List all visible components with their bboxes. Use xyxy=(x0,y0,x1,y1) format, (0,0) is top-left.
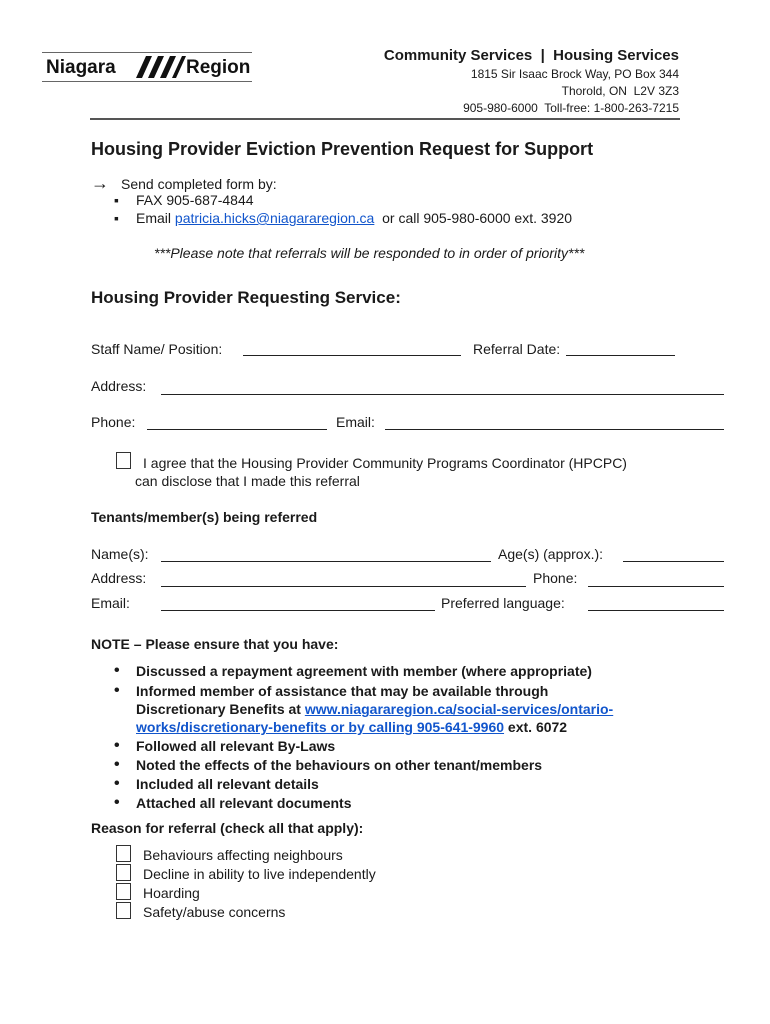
consent-checkbox[interactable] xyxy=(116,452,131,469)
note-item-documents xyxy=(136,795,352,811)
office-phone: 905-980-6000 Toll-free: 1-800-263-7215 xyxy=(463,101,679,115)
reason-checkbox-behaviours[interactable] xyxy=(116,845,131,862)
provider-phone-label: Phone: xyxy=(91,414,136,430)
provider-address-field[interactable] xyxy=(161,394,724,395)
tenant-phone-label: Phone: xyxy=(533,570,578,586)
provider-heading: Housing Provider Requesting Service: xyxy=(91,288,401,307)
note-item-details xyxy=(136,776,319,792)
reason-checkbox-decline[interactable] xyxy=(116,864,131,881)
send-instructions xyxy=(91,173,277,194)
department-heading: Community Services | Housing Services xyxy=(383,47,679,64)
tenant-address-label: Address: xyxy=(91,570,147,586)
staff-name-field[interactable] xyxy=(243,355,461,356)
tenant-names-field[interactable] xyxy=(161,561,491,562)
provider-phone-field[interactable] xyxy=(147,429,327,430)
reason-heading: Reason for referral (check all that apply): xyxy=(91,820,364,836)
referral-date-label: Referral Date: xyxy=(473,341,561,357)
note-item-bylaws xyxy=(136,738,335,754)
tenants-heading: Tenants/member(s) being referred xyxy=(91,509,318,525)
staff-name-label: Staff Name/ Position: xyxy=(91,341,223,357)
note-item-discretionary xyxy=(136,683,548,699)
discretionary-benefits-link[interactable]: www.niagararegion.ca/social-services/ontario- xyxy=(304,701,614,717)
tenant-email-label: Email: xyxy=(91,595,130,611)
note-item-effects xyxy=(136,757,542,773)
fax-text: FAX 905-687-4844 xyxy=(136,192,254,208)
office-address-line1: 1815 Sir Isaac Brock Way, PO Box 344 xyxy=(470,67,679,81)
tenant-phone-field[interactable] xyxy=(588,586,724,587)
provider-email-label: Email: xyxy=(336,414,375,430)
tenant-ages-label: Age(s) (approx.): xyxy=(498,546,604,562)
note-item-discretionary-line3 xyxy=(136,719,567,735)
note-item-text: Noted the effects of the behaviours on other tenant/members xyxy=(136,757,543,773)
header-divider xyxy=(90,118,680,120)
tenant-email-field[interactable] xyxy=(161,610,435,611)
tenant-address-field[interactable] xyxy=(161,586,526,587)
logo-text-right: Region xyxy=(186,57,251,78)
consent-text-line2: can disclose that I made this referral xyxy=(135,473,360,489)
reason-label-behaviours: Behaviours affecting neighbours xyxy=(143,847,343,863)
note-item-text: Followed all relevant By-Laws xyxy=(136,738,336,754)
note-item-repayment xyxy=(136,663,592,679)
office-address-line2: Thorold, ON L2V 3Z3 xyxy=(561,84,679,98)
note-item-text: Discussed a repayment agreement with member (where appropriate) xyxy=(136,663,592,679)
email-prefix: Email xyxy=(136,210,175,226)
email-suffix: or call 905-980-6000 ext. 3920 xyxy=(374,210,573,226)
tenant-language-field[interactable] xyxy=(588,610,724,611)
send-intro-text: Send completed form by: xyxy=(121,176,277,192)
logo-text-left: Niagara xyxy=(46,57,116,78)
referral-date-field[interactable] xyxy=(566,355,675,356)
note-item-discretionary-line2 xyxy=(136,701,613,717)
email-link[interactable]: patricia.hicks@niagararegion.ca xyxy=(174,210,375,226)
note-item-text: Discretionary Benefits at xyxy=(136,701,305,717)
logo-top-rule xyxy=(42,52,252,53)
tenant-language-label: Preferred language: xyxy=(441,595,565,611)
note-item-text: Informed member of assistance that may be available through xyxy=(136,683,549,699)
reason-checkbox-safety[interactable] xyxy=(116,902,131,919)
tenant-names-label: Name(s): xyxy=(91,546,149,562)
fax-item xyxy=(136,192,254,208)
provider-address-label: Address: xyxy=(91,378,147,394)
page-title: Housing Provider Eviction Prevention Request for Support xyxy=(91,139,594,159)
logo-bottom-rule xyxy=(42,81,252,82)
consent-text-line1: I agree that the Housing Provider Community Programs Coordinator (HPCPC) xyxy=(143,455,627,471)
reason-label-safety: Safety/abuse concerns xyxy=(143,904,286,920)
niagara-region-logo xyxy=(42,52,254,82)
note-item-text: Included all relevant details xyxy=(136,776,319,792)
discretionary-benefits-link-cont[interactable]: works/discretionary-benefits or by calling 905-641-9960 xyxy=(136,719,505,735)
tenant-ages-field[interactable] xyxy=(623,561,724,562)
reason-label-decline: Decline in ability to live independently xyxy=(143,866,376,882)
arrow-right-icon: → xyxy=(91,173,109,193)
priority-note: ***Please note that referrals will be responded to in order of priority*** xyxy=(154,245,585,261)
reason-label-hoarding: Hoarding xyxy=(143,885,200,901)
reason-checkbox-hoarding[interactable] xyxy=(116,883,131,900)
logo-stripes-icon xyxy=(126,54,188,80)
note-item-text: Attached all relevant documents xyxy=(136,795,352,811)
note-heading: NOTE – Please ensure that you have: xyxy=(91,636,339,652)
note-item-text: ext. 6072 xyxy=(504,719,568,735)
email-item xyxy=(136,210,572,226)
provider-email-field[interactable] xyxy=(385,429,724,430)
